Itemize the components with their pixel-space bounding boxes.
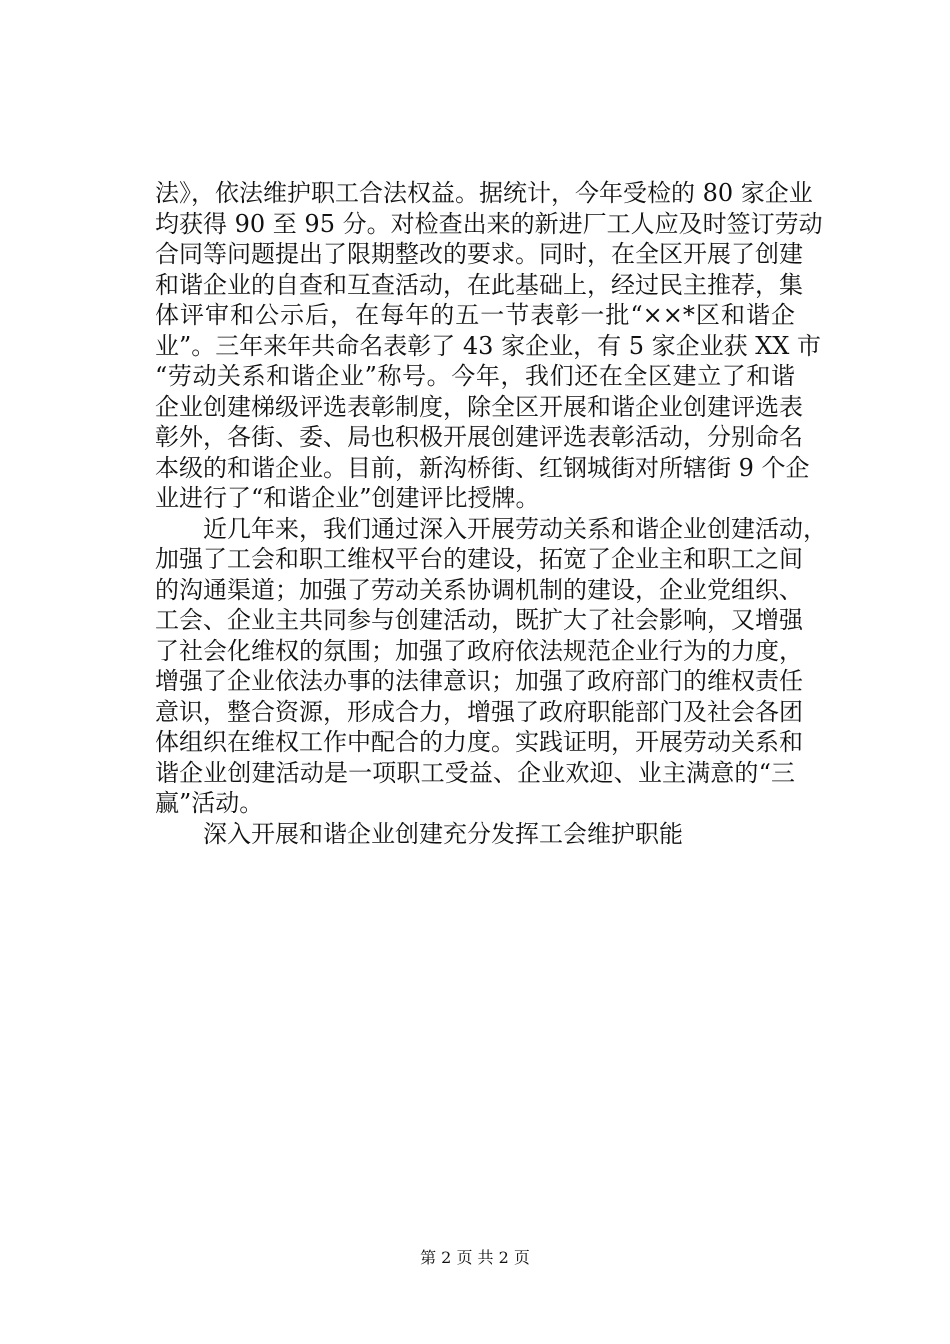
text-line: 均获得 90 至 95 分。对检查出来的新进厂工人应及时签订劳动 <box>155 209 823 238</box>
text-line: 合同等问题提出了限期整改的要求。同时，在全区开展了创建 <box>155 240 803 268</box>
document-body <box>155 178 827 849</box>
text-line: 意识，整合资源，形成合力，增强了政府职能部门及社会各团 <box>155 697 803 726</box>
section-heading: 深入开展和谐企业创建充分发挥工会维护职能 <box>155 819 683 848</box>
text-line: 业”。三年来年共命名表彰了 43 家企业，有 5 家企业获 XX 市 <box>155 331 822 360</box>
text-line: 工会、企业主共同参与创建活动，既扩大了社会影响，又增强 <box>155 606 803 634</box>
text-line: 体评审和公示后，在每年的五一节表彰一批“××*区和谐企 <box>155 301 795 329</box>
text-line: 体组织在维权工作中配合的力度。实践证明，开展劳动关系和 <box>155 728 803 756</box>
text-line: 谐企业创建活动是一项职工受益、企业欢迎、业主满意的“三 <box>155 758 795 787</box>
text-line: “劳动关系和谐企业”称号。今年，我们还在全区建立了和谐 <box>155 362 795 390</box>
text-line: 业进行了“和谐企业”创建评比授牌。 <box>155 484 540 512</box>
text-line: 的沟通渠道；加强了劳动关系协调机制的建设，企业党组织、 <box>155 575 803 604</box>
text-line: 了社会化维权的氛围；加强了政府依法规范企业行为的力度， <box>155 636 803 665</box>
text-line: 近几年来，我们通过深入开展劳动关系和谐企业创建活动， <box>155 514 827 543</box>
page-number-footer: 第 2 页 共 2 页 <box>420 1248 530 1267</box>
text-line: 加强了工会和职工维权平台的建设，拓宽了企业主和职工之间 <box>155 545 803 573</box>
text-line: 和谐企业的自查和互查活动，在此基础上，经过民主推荐，集 <box>155 270 803 299</box>
text-line: 本级的和谐企业。目前，新沟桥街、红钢城街对所辖街 9 个企 <box>155 453 810 482</box>
text-line: 彰外，各街、委、局也积极开展创建评选表彰活动，分别命名 <box>155 423 803 451</box>
text-line: 法》，依法维护职工合法权益。据统计，今年受检的 80 家企业 <box>155 179 813 207</box>
text-line: 企业创建梯级评选表彰制度，除全区开展和谐企业创建评选表 <box>155 392 803 421</box>
text-line: 赢”活动。 <box>155 789 264 817</box>
text-line: 增强了企业依法办事的法律意识；加强了政府部门的维权责任 <box>155 667 803 695</box>
